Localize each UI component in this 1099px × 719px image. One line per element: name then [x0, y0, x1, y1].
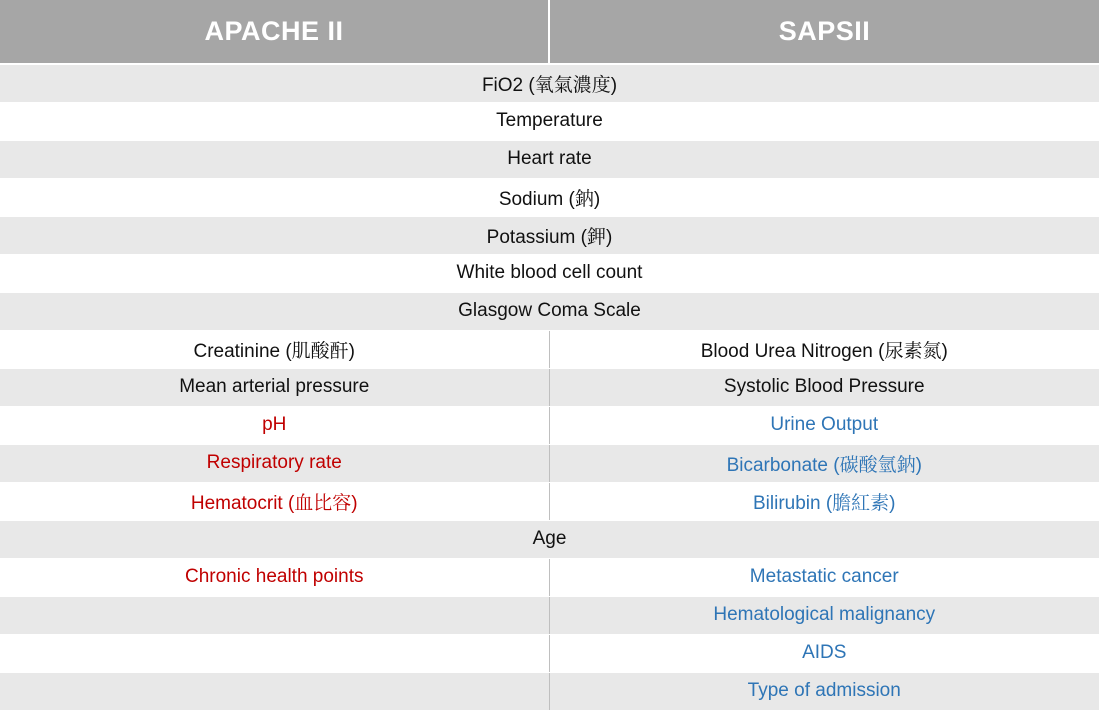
apache-parameter-cell: Mean arterial pressure: [0, 368, 549, 406]
sapsii-parameter-cell: Bilirubin (膽紅素): [549, 482, 1099, 520]
sapsii-parameter-cell: AIDS: [549, 634, 1099, 672]
apache-parameter-cell: pH: [0, 406, 549, 444]
table-row: [0, 216, 1099, 254]
apache-parameter-cell: [0, 634, 549, 672]
table-row: [0, 102, 1099, 140]
table-header: [0, 0, 1099, 64]
apache-parameter-cell: Chronic health points: [0, 558, 549, 596]
sapsii-parameter-cell: Type of admission: [549, 672, 1099, 710]
shared-parameter-cell: Temperature: [0, 102, 1099, 140]
shared-parameter-cell: FiO2 (氧氣濃度): [0, 64, 1099, 102]
table-row: [0, 482, 1099, 520]
apache-parameter-cell: Creatinine (肌酸酐): [0, 330, 549, 368]
shared-parameter-cell: Sodium (鈉): [0, 178, 1099, 216]
shared-parameter-cell: Glasgow Coma Scale: [0, 292, 1099, 330]
header-row: [0, 0, 1099, 64]
sapsii-parameter-cell: Systolic Blood Pressure: [549, 368, 1099, 406]
table-body: [0, 64, 1099, 710]
table-row: [0, 672, 1099, 710]
table-row: [0, 368, 1099, 406]
table-row: [0, 444, 1099, 482]
sapsii-parameter-cell: Bicarbonate (碳酸氫鈉): [549, 444, 1099, 482]
shared-parameter-cell: White blood cell count: [0, 254, 1099, 292]
table-row: [0, 558, 1099, 596]
table-row: [0, 254, 1099, 292]
header-sapsii: SAPSII: [549, 0, 1099, 64]
table-row: [0, 406, 1099, 444]
table-row: [0, 330, 1099, 368]
shared-parameter-cell: Potassium (鉀): [0, 216, 1099, 254]
sapsii-parameter-cell: Hematological malignancy: [549, 596, 1099, 634]
apache-parameter-cell: [0, 596, 549, 634]
shared-parameter-cell: Age: [0, 520, 1099, 558]
apache-parameter-cell: [0, 672, 549, 710]
sapsii-parameter-cell: Metastatic cancer: [549, 558, 1099, 596]
shared-parameter-cell: Heart rate: [0, 140, 1099, 178]
table-row: [0, 64, 1099, 102]
table-row: [0, 140, 1099, 178]
header-apache-ii: APACHE II: [0, 0, 549, 64]
table-row: [0, 634, 1099, 672]
table-row: [0, 596, 1099, 634]
table-row: [0, 178, 1099, 216]
apache-parameter-cell: Hematocrit (血比容): [0, 482, 549, 520]
table-row: [0, 292, 1099, 330]
sapsii-parameter-cell: Urine Output: [549, 406, 1099, 444]
table-row: [0, 520, 1099, 558]
apache-parameter-cell: Respiratory rate: [0, 444, 549, 482]
sapsii-parameter-cell: Blood Urea Nitrogen (尿素氮): [549, 330, 1099, 368]
